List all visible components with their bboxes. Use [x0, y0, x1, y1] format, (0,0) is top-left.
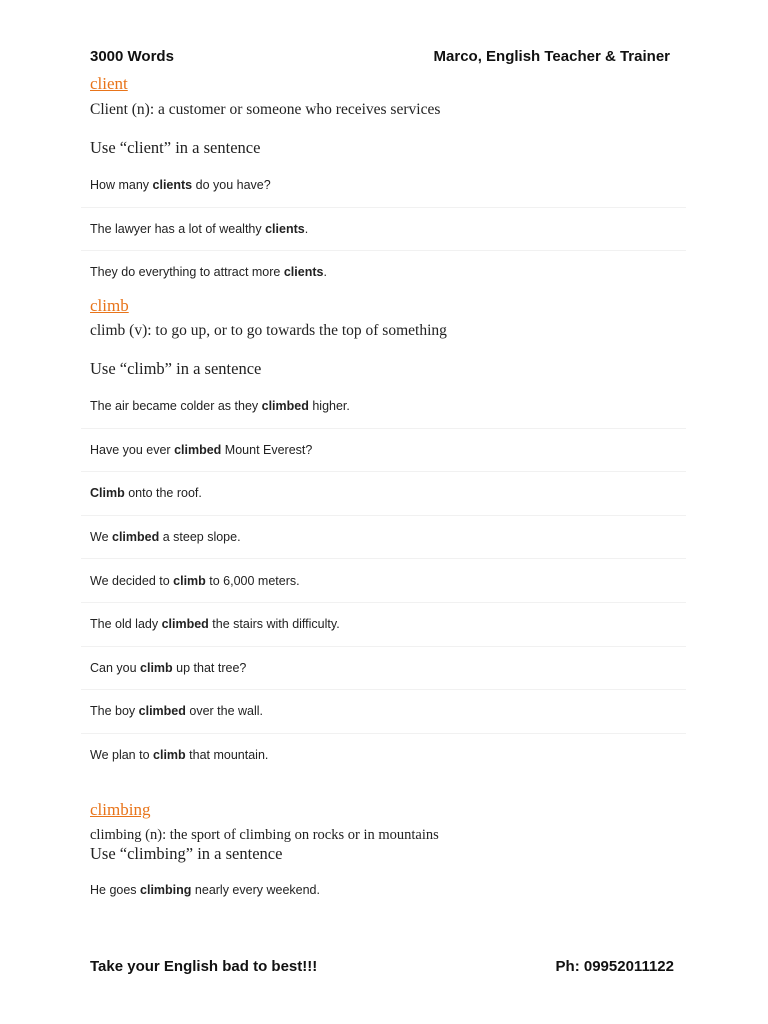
- header-title: 3000 Words: [90, 48, 174, 65]
- use-heading-client: Use “client” in a sentence: [90, 138, 261, 157]
- page-header: [90, 48, 670, 68]
- sentence-row: We plan to climb that mountain.: [81, 733, 686, 777]
- footer-phone: Ph: 09952011122: [555, 958, 674, 975]
- sentence-row: The lawyer has a lot of wealthy clients.: [81, 207, 686, 251]
- sentence-row: The boy climbed over the wall.: [81, 689, 686, 733]
- sentence-row: Have you ever climbed Mount Everest?: [81, 428, 686, 472]
- word-link-climb[interactable]: climb: [90, 296, 129, 315]
- sentence-row: The old lady climbed the stairs with difficulty.: [81, 602, 686, 646]
- sentence-row: Can you climb up that tree?: [81, 646, 686, 690]
- use-heading-climb: Use “climb” in a sentence: [90, 359, 262, 378]
- sentence-row: We decided to climb to 6,000 meters.: [81, 558, 686, 602]
- footer-slogan: Take your English bad to best!!!: [90, 958, 318, 975]
- sentence-row: The air became colder as they climbed higher.: [90, 398, 350, 413]
- sentence-row: He goes climbing nearly every weekend.: [90, 882, 320, 897]
- word-link-client[interactable]: client: [90, 74, 128, 93]
- sentence-row: Climb onto the roof.: [81, 471, 686, 515]
- header-author: Marco, English Teacher & Trainer: [433, 48, 670, 65]
- page-footer: [90, 958, 674, 978]
- sentence-list-climbing: [81, 868, 686, 912]
- use-heading-climbing: Use “climbing” in a sentence: [90, 844, 283, 863]
- definition-client: Client (n): a customer or someone who receives services: [90, 101, 441, 118]
- word-link-climbing[interactable]: climbing: [90, 800, 151, 819]
- sentence-row: How many clients do you have?: [90, 177, 271, 192]
- sentence-row: We climbed a steep slope.: [81, 515, 686, 559]
- sentence-list-climb: [81, 384, 686, 776]
- definition-climbing: climbing (n): the sport of climbing on rocks or in mountains: [90, 827, 439, 843]
- sentence-row: They do everything to attract more clients.: [81, 250, 686, 294]
- sentence-list-client: [81, 163, 686, 294]
- definition-climb: climb (v): to go up, or to go towards the top of something: [90, 322, 447, 339]
